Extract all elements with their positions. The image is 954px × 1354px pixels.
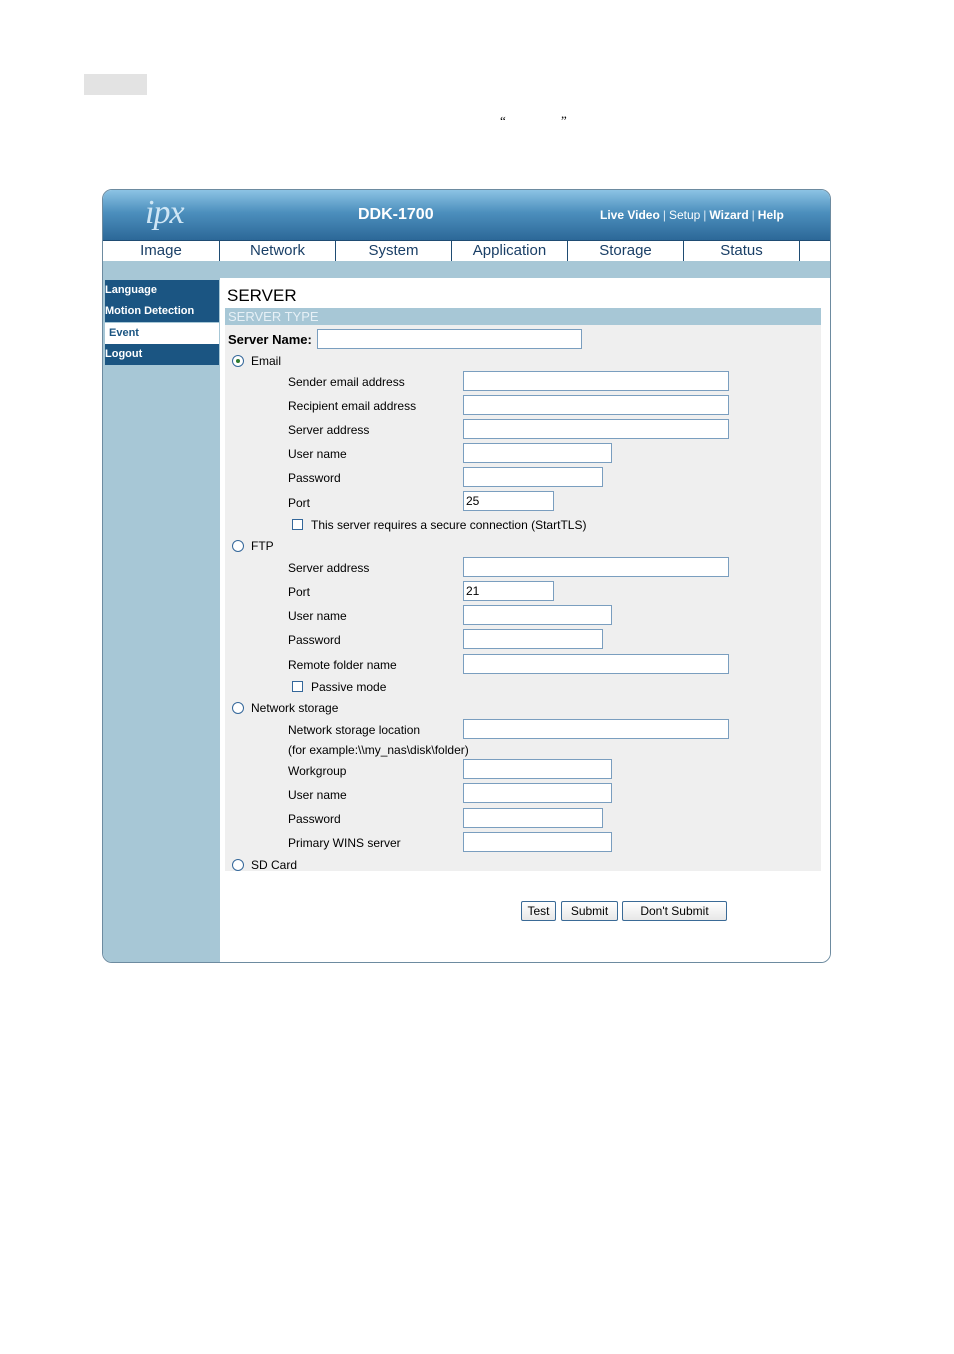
server-name-label: Server Name: [228,332,312,347]
main-tabs [103,240,830,262]
link-wizard[interactable]: Wizard [709,208,749,222]
sub-header-band [103,261,830,278]
page-title: SERVER [227,286,297,305]
sidebar-item-motion-detection[interactable]: Motion Detection [105,301,219,322]
open-quote: “ [500,113,506,128]
email-label: Email [251,354,282,368]
sidebar-item-logout[interactable]: Logout [105,344,219,365]
email-port-input[interactable] [463,491,554,511]
submit-button[interactable]: Submit [561,901,618,921]
wins-server-input[interactable] [463,832,612,852]
tab-network[interactable]: Network [220,241,336,261]
tab-status[interactable]: Status [684,241,800,261]
tab-storage[interactable]: Storage [568,241,684,261]
header-bar [103,190,830,240]
ftp-user-name-label: User name [288,609,347,623]
product-name: DDK-1700 [358,206,434,223]
network-storage-label: Network storage [251,701,339,715]
sender-email-input[interactable] [463,371,729,391]
server-form [225,325,821,871]
sd-card-radio[interactable] [232,859,244,871]
ns-password-label: Password [288,812,341,826]
ftp-radio[interactable] [232,540,244,552]
link-help[interactable]: Help [757,208,784,222]
ftp-user-name-input[interactable] [463,605,612,625]
top-links: Live Video | Setup | Wizard | Help [600,208,784,222]
email-password-label: Password [288,471,341,485]
link-live-video[interactable]: Live Video [600,208,660,222]
ns-user-name-input[interactable] [463,783,612,803]
workgroup-label: Workgroup [288,764,347,778]
storage-location-example: (for example:\\my_nas\disk\folder) [288,743,469,757]
test-button[interactable]: Test [521,901,556,921]
ftp-label: FTP [251,539,274,553]
starttls-label: This server requires a secure connection (StartTLS) [311,518,587,532]
storage-location-label: Network storage location [288,723,421,737]
network-storage-radio[interactable] [232,702,244,714]
passive-mode-checkbox[interactable] [292,681,303,692]
tab-application[interactable]: Application [452,241,568,261]
sidebar [103,278,220,962]
server-name-input[interactable] [317,329,582,349]
link-setup[interactable]: Setup [668,208,701,222]
section-header: SERVER TYPE [225,308,821,325]
email-user-name-input[interactable] [463,443,612,463]
sidebar-item-event[interactable]: Event [105,323,219,344]
main-content [220,278,830,962]
close-quote: ” [561,113,567,128]
email-user-name-label: User name [288,447,347,461]
storage-location-input[interactable] [463,719,729,739]
email-radio[interactable] [232,355,244,367]
workgroup-input[interactable] [463,759,612,779]
email-port-label: Port [288,496,311,510]
ftp-password-input[interactable] [463,629,603,649]
ipx-logo: ipx [145,194,184,231]
dont-submit-button[interactable]: Don't Submit [622,901,727,921]
ns-user-name-label: User name [288,788,347,802]
camera-web-ui-frame [102,189,831,963]
recipient-email-label: Recipient email address [288,399,417,413]
ftp-server-address-input[interactable] [463,557,729,577]
recipient-email-input[interactable] [463,395,729,415]
wins-server-label: Primary WINS server [288,836,401,850]
ftp-port-input[interactable] [463,581,554,601]
ftp-server-address-label: Server address [288,561,370,575]
ftp-password-label: Password [288,633,341,647]
header-placeholder-box [84,74,147,95]
remote-folder-input[interactable] [463,654,729,674]
email-server-address-input[interactable] [463,419,729,439]
passive-mode-label: Passive mode [311,680,387,694]
remote-folder-label: Remote folder name [288,658,397,672]
ns-password-input[interactable] [463,808,603,828]
sd-card-label: SD Card [251,858,298,872]
sender-email-label: Sender email address [288,375,405,389]
email-server-address-label: Server address [288,423,370,437]
tab-image[interactable]: Image [103,241,220,261]
sidebar-item-language[interactable]: Language [105,280,219,301]
tab-system[interactable]: System [336,241,452,261]
ftp-port-label: Port [288,585,311,599]
starttls-checkbox[interactable] [292,519,303,530]
email-password-input[interactable] [463,467,603,487]
